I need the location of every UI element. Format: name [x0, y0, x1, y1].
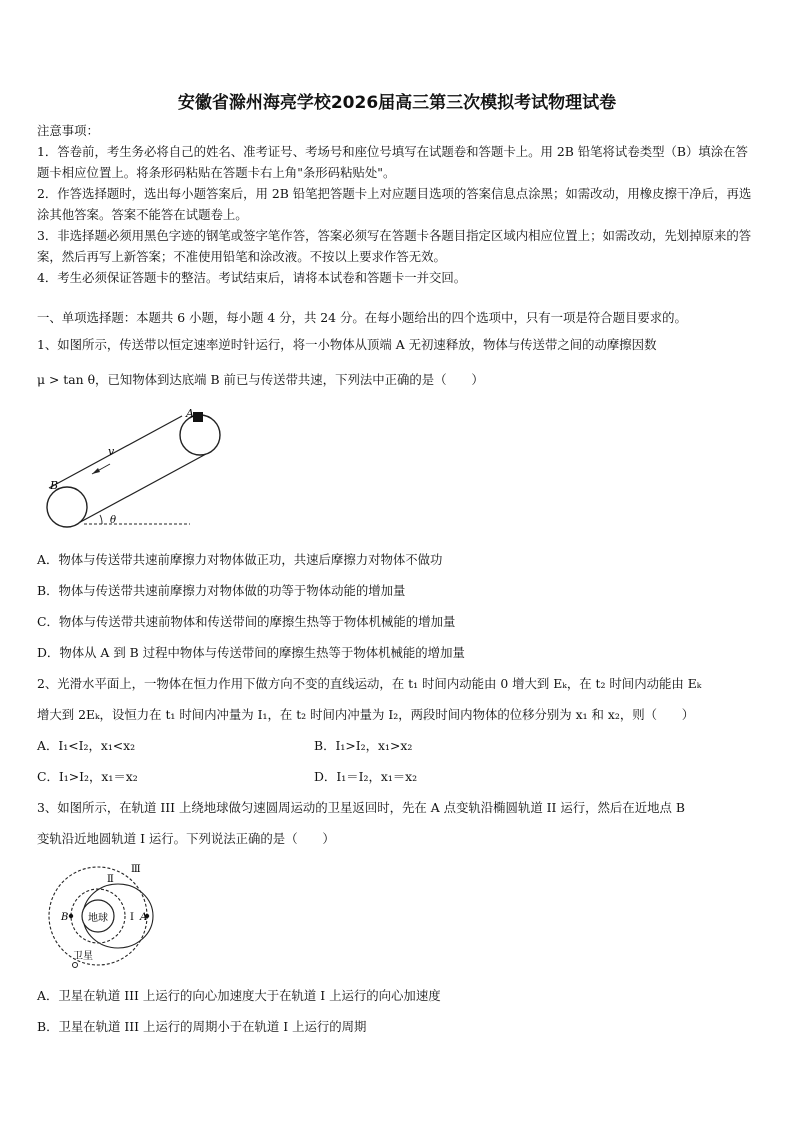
q2-option-a: A．I₁<I₂，x₁<x₂ — [37, 738, 136, 753]
q3-options — [37, 982, 759, 1040]
q2-option-d: D．I₁＝I₂，x₁＝x₂ — [314, 769, 418, 784]
pulley-bottom — [47, 487, 87, 527]
q1-option-d: D．物体从 A 到 B 过程中物体与传送带间的摩擦生热等于物体机械能的增加量 — [37, 645, 465, 660]
q2-option-b: B．I₁>I₂，x₁>x₂ — [314, 738, 413, 753]
q2-options — [37, 732, 759, 790]
q3-option-a: A．卫星在轨道 III 上运行的向心加速度大于在轨道 I 上运行的向心加速度 — [37, 988, 441, 1003]
label-orbit-1: I — [130, 912, 134, 923]
label-v: v — [108, 445, 115, 458]
q3-option-b: B．卫星在轨道 III 上运行的周期小于在轨道 I 上运行的周期 — [37, 1019, 367, 1034]
note-item: 1．答卷前，考生务必将自己的姓名、准考证号、考场号和座位号填写在试题卷和答题卡上。用 2B 铅笔将试卷类型（B）填涂在答题卡相应位置上。将条形码粘贴在答题卡右上角"条形码粘贴处"。 — [37, 144, 748, 180]
label-b: B — [50, 479, 59, 492]
conveyor-belt-figure — [40, 405, 194, 530]
orbit-figure — [40, 858, 160, 970]
notes-section — [37, 120, 759, 288]
q2-stem: 2、光滑水平面上，一物体在恒力作用下做方向不变的直线运动，在 t₁ 时间内动能由 0 增大到 Eₖ，在 t₂ 时间内动能由 Eₖ — [37, 676, 702, 691]
q1-stem: 1、如图所示，传送带以恒定速率逆时针运行，将一小物体从顶端 A 无初速释放，物体与传送带之间的动摩擦因数 — [37, 337, 657, 352]
note-item: 4．考生必须保证答题卡的整洁。考试结束后，请将本试卷和答题卡一并交回。 — [37, 270, 467, 285]
block-object — [193, 412, 203, 422]
questions-section — [37, 304, 759, 393]
q3-stem-cont: 变轨沿近地圆轨道 I 运行。下列说法正确的是（ ） — [37, 831, 335, 846]
velocity-arrow-icon — [92, 468, 100, 474]
q1-options — [37, 546, 759, 852]
label-orbit-2: Ⅱ — [107, 874, 114, 885]
label-a: A — [186, 407, 194, 420]
point-b — [69, 914, 73, 918]
q1-option-c: C．物体与传送带共速前物体和传送带间的摩擦生热等于物体机械能的增加量 — [37, 614, 456, 629]
label-satellite: 卫星 — [73, 951, 93, 962]
section-heading: 一、单项选择题：本题共 6 小题，每小题 4 分，共 24 分。在每小题给出的四个选项中，只有一项是符合题目要求的。 — [37, 310, 687, 325]
notes-heading: 注意事项： — [37, 123, 99, 138]
q3-stem: 3、如图所示，在轨道 III 上绕地球做匀速圆周运动的卫星返回时，先在 A 点变轨沿椭圆轨道 II 运行，然后在近地点 B — [37, 800, 685, 815]
satellite-icon — [73, 963, 78, 968]
label-earth: 地球 — [88, 913, 108, 924]
q1-stem-cont: μ > tan θ，已知物体到达底端 B 前已与传送带共速，下列法中正确的是（ ） — [37, 372, 484, 387]
q2-stem-cont: 增大到 2Eₖ，设恒力在 t₁ 时间内冲量为 I₁，在 t₂ 时间内冲量为 I₂，两段时间内物体的位移分别为 x₁ 和 x₂，则（ ） — [37, 707, 695, 722]
q1-option-a: A．物体与传送带共速前摩擦力对物体做正功，共速后摩擦力对物体不做功 — [37, 552, 443, 567]
q1-option-b: B．物体与传送带共速前摩擦力对物体做的功等于物体动能的增加量 — [37, 583, 406, 598]
note-item: 2．作答选择题时，选出每小题答案后，用 2B 铅笔把答题卡上对应题目选项的答案信息点涂黑；如需改动，用橡皮擦干净后，再选涂其他答案。答案不能答在试题卷上。 — [37, 186, 752, 222]
exam-title: 安徽省滁州海亮学校2026届高三第三次模拟考试物理试卷 — [177, 93, 617, 113]
label-b: B — [61, 912, 69, 923]
label-orbit-3: Ⅲ — [131, 864, 141, 875]
q2-option-c: C．I₁>I₂，x₁＝x₂ — [37, 769, 138, 784]
note-item: 3．非选择题必须用黑色字迹的钢笔或签字笔作答，答案必须写在答题卡各题目指定区域内相应位置上；如需改动，先划掉原来的答案，然后再写上新答案；不准使用铅笔和涂改液。不按以上要求作答无效。 — [37, 228, 752, 264]
label-theta: θ — [110, 515, 117, 526]
label-a: A — [140, 912, 148, 923]
